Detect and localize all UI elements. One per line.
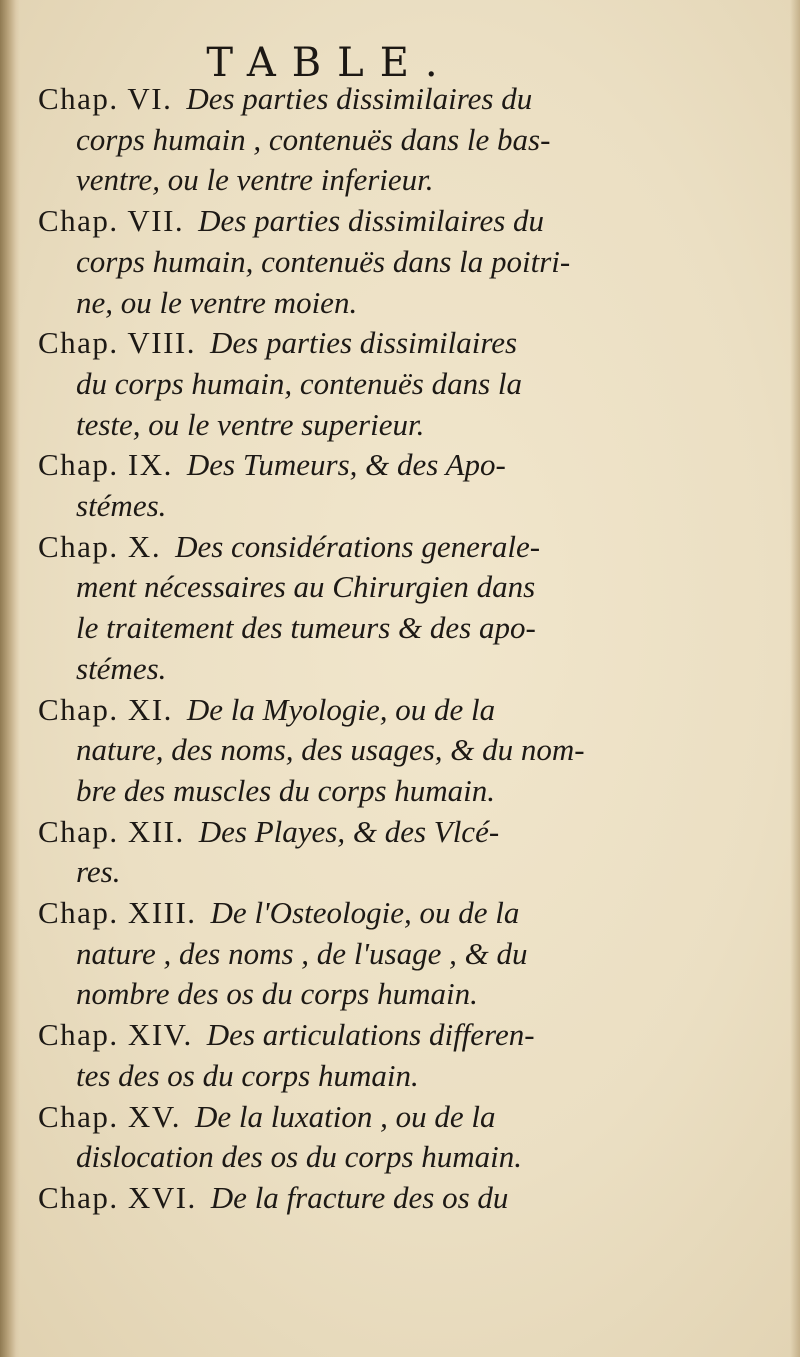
- chapter-label: Chap. IX.: [38, 447, 173, 483]
- chapter-title-text: nature , des noms , de l'usage , & du: [76, 935, 528, 971]
- page-spine-shadow: [0, 0, 20, 1357]
- toc-entry-continuation-line: [76, 770, 495, 812]
- chapter-title-text: teste, ou le ventre superieur.: [76, 406, 425, 442]
- chapter-title-text: dislocation des os du corps humain.: [76, 1139, 523, 1175]
- running-header: TABLE.: [206, 40, 454, 86]
- chapter-label: Chap. XIV.: [38, 1017, 193, 1053]
- chapter-label: Chap. VII.: [38, 203, 185, 239]
- toc-entry-continuation-line: [76, 607, 536, 649]
- chapter-title-text: Des articulations differen-: [206, 1017, 535, 1053]
- chapter-title-text: Des parties dissimilaires: [209, 325, 518, 361]
- chapter-title-text: Des parties dissimilaires du: [186, 81, 533, 116]
- toc-entry-first-line: [38, 1096, 495, 1138]
- chapter-title-text: ne, ou le ventre moien.: [76, 284, 358, 320]
- toc-entry-first-line: [38, 1014, 535, 1056]
- toc-entry-first-line: [38, 811, 499, 853]
- toc-entry-continuation-line: [76, 648, 166, 690]
- toc-entry-continuation-line: [76, 566, 535, 608]
- toc-entry-continuation-line: [76, 851, 121, 893]
- toc-entry-first-line: [38, 526, 540, 568]
- chapter-title-text: De la luxation , ou de la: [194, 1098, 496, 1134]
- chapter-title-text: le traitement des tumeurs & des apo-: [76, 610, 536, 646]
- chapter-label: Chap. VIII.: [38, 325, 196, 361]
- toc-entry-continuation-line: [76, 363, 522, 405]
- chapter-title-text: corps humain, contenuës dans la poitri-: [76, 243, 571, 279]
- toc-entry-continuation-line: [76, 159, 434, 201]
- chapter-title-text: stémes.: [76, 650, 167, 686]
- toc-entry-continuation-line: [76, 973, 478, 1015]
- toc-entry-continuation-line: [76, 933, 528, 975]
- chapter-title-text: De la Myologie, ou de la: [186, 691, 496, 727]
- chapter-title-text: ment nécessaires au Chirurgien dans: [76, 569, 536, 605]
- chapter-title-text: stémes.: [76, 488, 167, 523]
- toc-entry-continuation-line: [76, 119, 550, 161]
- chapter-label: Chap. XV.: [38, 1098, 181, 1134]
- toc-entry-continuation-line: [76, 241, 570, 283]
- chapter-label: Chap. VI.: [38, 81, 173, 116]
- chapter-title-text: nombre des os du corps humain.: [76, 976, 478, 1012]
- chapter-label: Chap. XI.: [38, 691, 173, 727]
- chapter-label: Chap. XII.: [38, 813, 185, 849]
- chapter-title-text: corps humain , contenuës dans le bas-: [76, 121, 551, 157]
- toc-entry-first-line: [38, 1177, 508, 1219]
- chapter-label: Chap. X.: [38, 528, 162, 564]
- chapter-title-text: bre des muscles du corps humain.: [76, 772, 496, 808]
- page-edge-shadow: [790, 0, 800, 1357]
- chapter-title-text: tes des os du corps humain.: [76, 1057, 419, 1093]
- chapter-title-text: ventre, ou le ventre inferieur.: [76, 162, 434, 198]
- chapter-title-text: nature, des noms, des usages, & du nom-: [76, 732, 585, 768]
- chapter-title-text: Des considérations generale-: [175, 528, 541, 564]
- toc-entry-first-line: [38, 444, 506, 486]
- chapter-title-text: Des parties dissimilaires du: [198, 203, 545, 239]
- chapter-title-text: De la fracture des os du: [210, 1179, 509, 1215]
- toc-entry-first-line: [38, 322, 517, 364]
- toc-entry-continuation-line: [76, 485, 166, 527]
- toc-entry-first-line: [38, 200, 544, 242]
- toc-entry-continuation-line: [76, 1055, 419, 1097]
- toc-entry-continuation-line: [76, 729, 585, 771]
- chapter-title-text: du corps humain, contenuës dans la: [76, 365, 523, 401]
- toc-entry-continuation-line: [76, 404, 424, 446]
- chapter-label: Chap. XVI.: [38, 1179, 197, 1215]
- chapter-title-text: Des Tumeurs, & des Apo-: [186, 447, 506, 483]
- toc-entry-first-line: [38, 689, 495, 731]
- toc-entry-continuation-line: [76, 282, 357, 324]
- chapter-title-text: res.: [76, 854, 121, 890]
- toc-entry-first-line: [38, 892, 519, 934]
- chapter-title-text: Des Playes, & des Vlcé-: [198, 813, 500, 849]
- toc-entry-first-line: [38, 78, 532, 120]
- toc-entry-continuation-line: [76, 1136, 522, 1178]
- chapter-label: Chap. XIII.: [38, 895, 197, 930]
- chapter-title-text: De l'Osteologie, ou de la: [210, 895, 520, 930]
